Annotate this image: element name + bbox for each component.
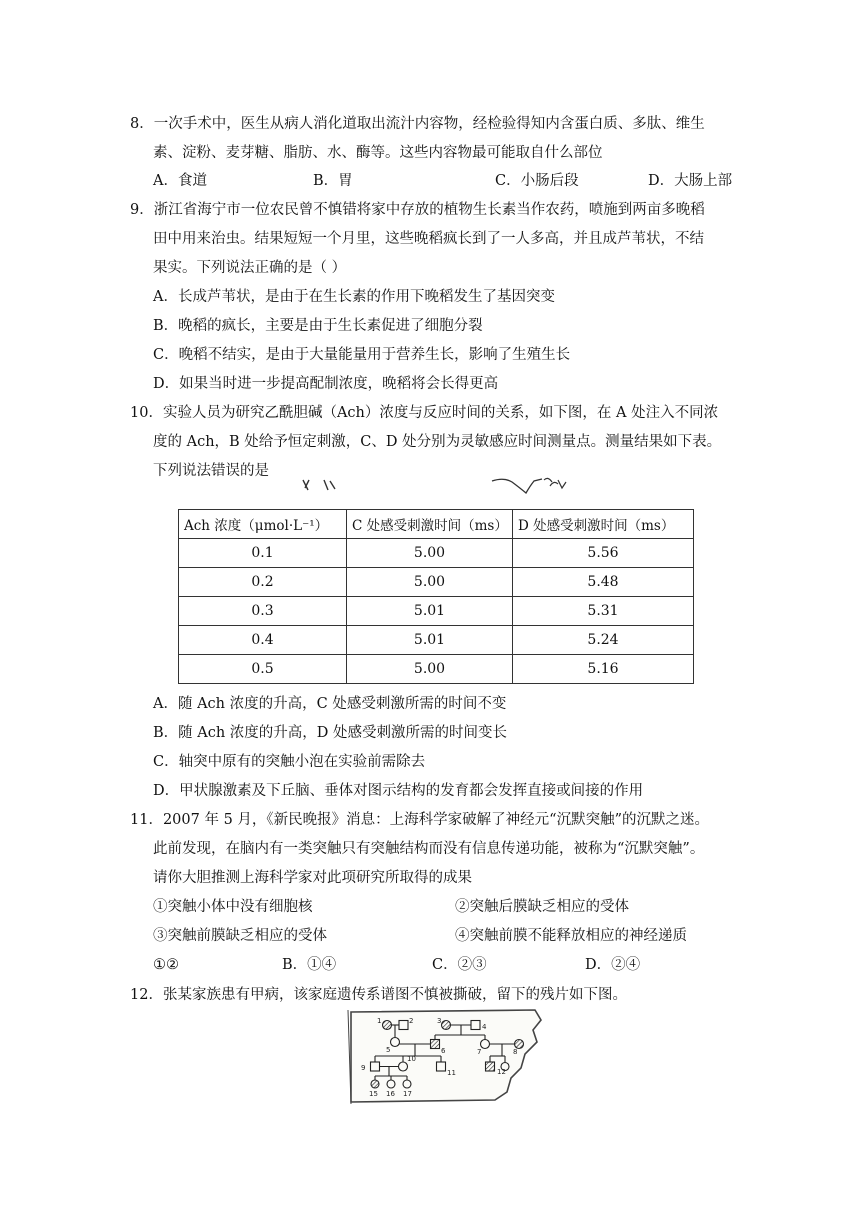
svg-text:4: 4 — [482, 1023, 487, 1031]
figure-remnant-left — [300, 476, 340, 494]
q10-line-1: 10．实验人员为研究乙酰胆碱（Ach）浓度与反应时间的关系，如下图，在 A 处注入不同浓 — [130, 405, 719, 421]
q9-option-d: D．如果当时进一步提高配制浓度，晚稻将会长得更高 — [153, 376, 499, 392]
table-row — [179, 539, 694, 568]
svg-text:8: 8 — [513, 1048, 518, 1056]
q8-option-b: B．胃 — [313, 173, 353, 189]
cell-d-time: 5.56 — [513, 539, 694, 568]
q11-option-a: ①② — [153, 957, 179, 973]
svg-text:1: 1 — [377, 1017, 382, 1025]
table-row — [179, 655, 694, 684]
svg-text:5: 5 — [386, 1046, 391, 1054]
q9-option-b: B．晚稻的疯长，主要是由于生长素促进了细胞分裂 — [153, 318, 483, 334]
q10-option-b: B．随 Ach 浓度的升高，D 处感受刺激所需的时间变长 — [153, 725, 508, 741]
table-row — [179, 568, 694, 597]
svg-text:15: 15 — [369, 1090, 378, 1098]
svg-text:6: 6 — [441, 1047, 446, 1055]
cell-d-time: 5.24 — [513, 626, 694, 655]
q12-line-1: 12．张某家族患有甲病，该家庭遗传系谱图不慎被撕破，留下的残片如下图。 — [130, 987, 627, 1003]
header-ach-concentration: Ach 浓度（μmol·L⁻¹） — [179, 510, 347, 539]
q9-option-a: A．长成芦苇状，是由于在生长素的作用下晚稻发生了基因突变 — [153, 289, 555, 305]
q11-line-3: 请你大胆推测上海科学家对此项研究所取得的成果 — [153, 870, 472, 886]
q8-option-a: A．食道 — [153, 173, 207, 189]
cell-c-time: 5.00 — [347, 655, 513, 684]
ach-table — [178, 509, 694, 684]
q11-option-d: D．②④ — [585, 957, 641, 973]
svg-text:16: 16 — [386, 1090, 395, 1098]
cell-c-time: 5.00 — [347, 568, 513, 597]
svg-text:11: 11 — [447, 1069, 456, 1077]
table-row — [179, 626, 694, 655]
svg-text:9: 9 — [361, 1064, 366, 1072]
cell-c-time: 5.01 — [347, 597, 513, 626]
svg-text:12: 12 — [497, 1068, 506, 1076]
header-d-time: D 处感受刺激时间（ms） — [513, 510, 694, 539]
q10-line-2: 度的 Ach，B 处给予恒定刺激，C、D 处分别为灵敏感应时间测量点。测量结果如下表。 — [153, 434, 722, 450]
q8-option-c: C．小肠后段 — [495, 173, 579, 189]
q8-line-2: 素、淀粉、麦芽糖、脂肪、水、酶等。这些内容物最可能取自什么部位 — [153, 145, 603, 161]
cell-c-time: 5.01 — [347, 626, 513, 655]
q10-option-a: A．随 Ach 浓度的升高，C 处感受刺激所需的时间不变 — [153, 696, 507, 712]
cell-d-time: 5.31 — [513, 597, 694, 626]
q10-option-d: D．甲状腺激素及下丘脑、垂体对图示结构的发育都会发挥直接或间接的作用 — [153, 783, 644, 799]
svg-text:10: 10 — [407, 1055, 416, 1063]
cell-d-time: 5.16 — [513, 655, 694, 684]
q11-line-1: 11．2007 年 5 月，《新民晚报》消息：上海科学家破解了神经元“沉默突触”的沉默之迷。 — [130, 812, 709, 828]
cell-concentration: 0.2 — [179, 568, 347, 597]
table-row — [179, 597, 694, 626]
q10-line-3: 下列说法错误的是 — [153, 463, 269, 479]
q11-line-2: 此前发现，在脑内有一类突触只有突触结构而没有信息传递功能，被称为“沉默突触”。 — [153, 841, 705, 857]
q8-option-d: D．大肠上部 — [648, 173, 733, 189]
q10-option-c: C．轴突中原有的突触小泡在实验前需除去 — [153, 754, 426, 770]
cell-concentration: 0.5 — [179, 655, 347, 684]
q9-line-3: 果实。下列说法正确的是（ ） — [153, 260, 347, 276]
q8-line-1: 8．一次手术中，医生从病人消化道取出流汁内容物，经检验得知内含蛋白质、多肽、维生 — [130, 116, 705, 132]
svg-text:17: 17 — [403, 1090, 412, 1098]
figure-remnant-right — [490, 474, 572, 498]
q9-line-1: 9．浙江省海宁市一位农民曾不慎错将家中存放的植物生长素当作农药，喷施到两亩多晚稻 — [130, 202, 705, 218]
pedigree-fragment-image — [345, 1006, 545, 1106]
q11-statement-1: ①突触小体中没有细胞核 — [153, 899, 313, 915]
cell-c-time: 5.00 — [347, 539, 513, 568]
q11-statement-4: ④突触前膜不能释放相应的神经递质 — [455, 928, 687, 944]
svg-text:3: 3 — [437, 1017, 442, 1025]
cell-concentration: 0.1 — [179, 539, 347, 568]
q9-line-2: 田中用来治虫。结果短短一个月里，这些晚稻疯长到了一人多高，并且成芦苇状，不结 — [153, 231, 704, 247]
cell-d-time: 5.48 — [513, 568, 694, 597]
cell-concentration: 0.4 — [179, 626, 347, 655]
header-c-time: C 处感受刺激时间（ms） — [347, 510, 513, 539]
q11-option-c: C．②③ — [432, 957, 487, 973]
ach-table-header — [179, 510, 694, 539]
q11-statement-3: ③突触前膜缺乏相应的受体 — [153, 928, 327, 944]
q9-option-c: C．晚稻不结实，是由于大量能量用于营养生长，影响了生殖生长 — [153, 347, 571, 363]
q11-statement-2: ②突触后膜缺乏相应的受体 — [455, 899, 629, 915]
svg-text:2: 2 — [409, 1017, 414, 1025]
q11-option-b: B．①④ — [282, 957, 337, 973]
svg-text:7: 7 — [477, 1048, 482, 1056]
cell-concentration: 0.3 — [179, 597, 347, 626]
